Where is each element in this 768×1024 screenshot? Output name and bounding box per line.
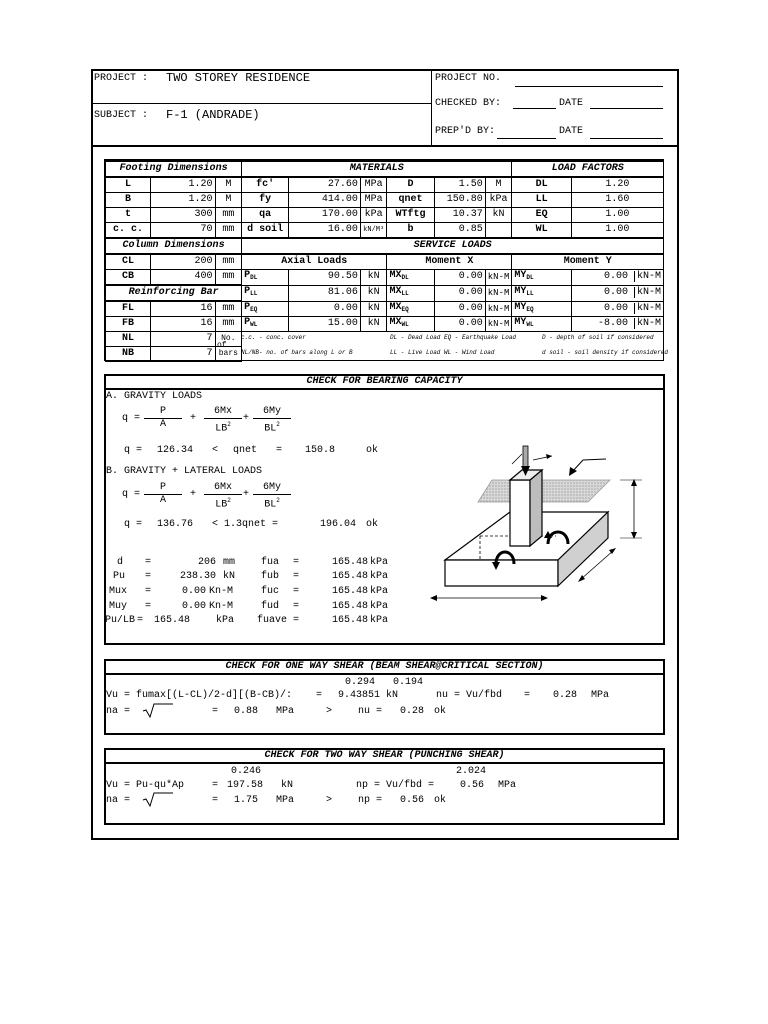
header-left-split bbox=[91, 103, 432, 104]
axial-value: 81.06 bbox=[289, 285, 361, 301]
checked-date-line bbox=[590, 108, 663, 109]
q-a-qnet-value: 150.8 bbox=[305, 445, 336, 456]
factor-value: 1.60 bbox=[571, 193, 663, 208]
q-a-ok: ok bbox=[366, 445, 379, 456]
result-unit: mm bbox=[223, 557, 236, 568]
momx-unit: kN-M bbox=[485, 301, 512, 317]
input-row bbox=[106, 177, 664, 193]
input-table bbox=[105, 160, 664, 362]
footing-front-face bbox=[445, 560, 558, 586]
two-way-np2: np = bbox=[358, 795, 383, 806]
two-way-np-formula: np = Vu/fbd = bbox=[356, 780, 435, 791]
my-symbol: 6My bbox=[253, 406, 291, 419]
a-symbol: A bbox=[159, 495, 166, 506]
axial-label: P bbox=[244, 286, 251, 297]
material-value: 16.00 bbox=[289, 223, 361, 239]
momx-value: 0.00 bbox=[434, 270, 485, 286]
result-eq-2: = bbox=[293, 571, 300, 582]
sq-symbol: 2 bbox=[227, 421, 231, 428]
prepd-date-line bbox=[590, 138, 663, 139]
p-symbol: P bbox=[144, 482, 182, 495]
service-title: SERVICE LOADS bbox=[242, 238, 664, 254]
one-way-nu-unit: MPa bbox=[591, 690, 610, 701]
result-eq: = bbox=[145, 557, 152, 568]
result-label: Pu/LB bbox=[105, 615, 136, 626]
note-depth: D - depth of soil if considered bbox=[542, 334, 654, 341]
input-row bbox=[106, 193, 664, 208]
one-way-nu-value: 0.28 bbox=[553, 690, 578, 701]
result-unit-2: kPa bbox=[370, 615, 389, 626]
factor-value: 1.00 bbox=[571, 208, 663, 223]
result-value: 238.30 bbox=[179, 571, 216, 582]
plus-sign: + bbox=[243, 489, 250, 500]
result-value: 206 bbox=[197, 557, 216, 568]
axial-unit: kN bbox=[360, 301, 387, 317]
footing-diagram bbox=[420, 440, 656, 620]
sq-symbol: 2 bbox=[276, 421, 280, 428]
material-label: fy bbox=[242, 193, 289, 208]
momx-label: MX bbox=[389, 270, 402, 282]
formula-q: q = bbox=[122, 413, 141, 424]
two-way-vu-unit: kN bbox=[281, 780, 294, 791]
result-value-2: 165.48 bbox=[331, 571, 368, 582]
material-label: d soil bbox=[242, 223, 289, 239]
result-value: 0.00 bbox=[181, 601, 206, 612]
one-way-vu-eq: = bbox=[316, 690, 323, 701]
q-b-lt: < 1.3qnet = bbox=[212, 519, 279, 530]
one-way-nu2-value: 0.28 bbox=[400, 706, 425, 717]
axial-unit: kN bbox=[360, 317, 387, 332]
one-way-na-label: na = bbox=[106, 706, 131, 717]
momy-sub: LL bbox=[526, 290, 534, 297]
momy-label: MY bbox=[514, 286, 527, 297]
axial-sub: EQ bbox=[250, 305, 258, 313]
momy-sub: DL bbox=[526, 274, 534, 282]
bearing-title: CHECK FOR BEARING CAPACITY bbox=[306, 376, 463, 387]
result-label: Pu bbox=[113, 571, 126, 582]
plus-sign: + bbox=[243, 413, 250, 424]
fraction-p-a bbox=[144, 406, 182, 431]
rebar-unit: bars bbox=[215, 347, 242, 362]
result-eq: = bbox=[145, 571, 152, 582]
one-way-nu2: nu = bbox=[358, 706, 383, 717]
momy-value: -8.00 bbox=[597, 318, 628, 329]
result-eq: = bbox=[145, 586, 152, 597]
my-symbol: 6My bbox=[253, 482, 291, 495]
footing-label: c. c. bbox=[106, 223, 151, 239]
dimension-arrow-head bbox=[541, 595, 548, 601]
momx-unit: kN-M bbox=[485, 285, 512, 301]
sqrt-icon bbox=[142, 702, 174, 718]
two-way-top-1: 0.246 bbox=[231, 766, 262, 777]
subject-value: F-1 (ANDRADE) bbox=[166, 108, 260, 122]
material-unit: kN/M³ bbox=[360, 223, 387, 239]
momx-value: 0.00 bbox=[434, 317, 485, 332]
momy-title: Moment Y bbox=[512, 254, 664, 270]
axial-label: P bbox=[244, 317, 251, 328]
axial-sub: LL bbox=[250, 290, 258, 297]
result-eq-2: = bbox=[293, 601, 300, 612]
lateral-loads-label: B. GRAVITY + LATERAL LOADS bbox=[106, 466, 263, 477]
column-unit: mm bbox=[215, 270, 242, 286]
column-label: CB bbox=[106, 270, 151, 286]
rebar-unit: mm bbox=[215, 301, 242, 317]
subject-label: SUBJECT : bbox=[94, 110, 149, 121]
one-way-vu-formula: Vu = fumax[(L-CL)/2-d][(B-CB)/: bbox=[106, 690, 293, 701]
result-unit: Kn-M bbox=[209, 601, 234, 612]
material-unit: kPa bbox=[360, 208, 387, 223]
material-label: qa bbox=[242, 208, 289, 223]
gravity-loads-label: A. GRAVITY LOADS bbox=[106, 391, 203, 402]
a-symbol: A bbox=[159, 419, 166, 430]
footing-value: 1.20 bbox=[151, 177, 215, 193]
momx-value: 0.00 bbox=[434, 285, 485, 301]
material-value: 170.00 bbox=[289, 208, 361, 223]
note-soil-density: d soil - soil density if considered bbox=[542, 349, 669, 356]
bl-symbol: BL bbox=[264, 423, 277, 435]
one-way-nu-eq: = bbox=[524, 690, 531, 701]
lb-symbol: LB bbox=[215, 499, 228, 511]
axial-label: P bbox=[244, 270, 251, 282]
q-b-label: q = bbox=[124, 519, 143, 530]
factor-label: DL bbox=[512, 177, 571, 193]
p-symbol: P bbox=[144, 406, 182, 419]
q-a-lt: < bbox=[212, 445, 219, 456]
momy-value: 0.00 bbox=[603, 271, 628, 283]
pointer-line bbox=[583, 459, 606, 460]
soil-plane-shape bbox=[478, 480, 610, 502]
two-way-gt: > bbox=[326, 795, 333, 806]
momx-sub: LL bbox=[401, 290, 409, 297]
footing-value: 70 bbox=[151, 223, 215, 239]
q-b-ok: ok bbox=[366, 519, 379, 530]
result-value-2: 165.48 bbox=[331, 615, 368, 626]
one-way-nu-formula: nu = Vu/fbd bbox=[436, 690, 503, 701]
result-eq-2: = bbox=[293, 557, 300, 568]
two-way-na-eq: = bbox=[212, 795, 219, 806]
result-value: 165.48 bbox=[154, 615, 191, 626]
footing-unit: M bbox=[215, 193, 242, 208]
material-unit-2: kN bbox=[485, 208, 512, 223]
two-way-na-unit: MPa bbox=[276, 795, 295, 806]
rebar-label: FB bbox=[106, 317, 151, 332]
project-label: PROJECT : bbox=[94, 73, 149, 84]
nl-unit-mid: of bbox=[217, 341, 227, 350]
factor-value: 1.00 bbox=[571, 223, 663, 239]
two-way-vu-value: 197.58 bbox=[227, 780, 264, 791]
one-way-top-2: 0.194 bbox=[393, 677, 424, 688]
factor-value: 1.20 bbox=[571, 177, 663, 193]
checked-by-label: CHECKED BY: bbox=[435, 98, 502, 109]
project-no-line bbox=[515, 86, 663, 87]
result-label-2: fua bbox=[261, 557, 280, 568]
two-way-vu-eq: = bbox=[212, 780, 219, 791]
lb-symbol: LB bbox=[215, 423, 228, 435]
axial-value: 15.00 bbox=[289, 317, 361, 332]
material-label: fc' bbox=[242, 177, 289, 193]
material-label-2: qnet bbox=[387, 193, 434, 208]
result-label: Muy bbox=[109, 601, 128, 612]
momx-sub: WL bbox=[401, 321, 409, 328]
material-unit: MPa bbox=[360, 193, 387, 208]
input-row bbox=[106, 208, 664, 223]
note-bars: NL/NB- no. of bars along L or B bbox=[241, 349, 353, 356]
footing-value: 1.20 bbox=[151, 193, 215, 208]
result-label: Mux bbox=[109, 586, 128, 597]
footing-title: Footing Dimensions bbox=[106, 161, 242, 177]
material-label-2: WTftg bbox=[387, 208, 434, 223]
mx-symbol: 6Mx bbox=[204, 482, 242, 495]
column-unit: mm bbox=[215, 254, 242, 270]
prepd-by-label: PREP'D BY: bbox=[435, 126, 496, 137]
q-a-label: q = bbox=[124, 445, 143, 456]
column-title: Column Dimensions bbox=[106, 238, 242, 254]
rebar-unit: mm bbox=[215, 317, 242, 332]
fraction-my-bl bbox=[253, 406, 291, 435]
q-a-qnet: qnet bbox=[233, 445, 258, 456]
result-eq-2: = bbox=[293, 615, 300, 626]
footing-label: L bbox=[106, 177, 151, 193]
axial-label: P bbox=[244, 301, 251, 313]
q-a-value: 126.34 bbox=[157, 445, 194, 456]
result-label-2: fuave bbox=[257, 615, 288, 626]
result-label: d bbox=[117, 557, 124, 568]
momx-unit: kN-M bbox=[485, 317, 512, 332]
result-eq-2: = bbox=[293, 586, 300, 597]
material-unit: MPa bbox=[360, 177, 387, 193]
two-way-top-2: 2.024 bbox=[456, 766, 487, 777]
material-value: 414.00 bbox=[289, 193, 361, 208]
material-value: 27.60 bbox=[289, 177, 361, 193]
input-row bbox=[106, 270, 664, 286]
header-mid-divider bbox=[431, 69, 432, 146]
column-label: CL bbox=[106, 254, 151, 270]
one-way-vu-value: 9.43851 kN bbox=[338, 690, 399, 701]
result-eq: = bbox=[145, 601, 152, 612]
dimension-arrow-head bbox=[430, 595, 437, 601]
rebar-label: NL bbox=[106, 332, 151, 347]
q-b-value: 136.76 bbox=[157, 519, 194, 530]
momx-title: Moment X bbox=[387, 254, 512, 270]
dimension-arrow-head bbox=[546, 454, 552, 459]
checked-by-line bbox=[513, 108, 556, 109]
one-way-na-value: 0.88 bbox=[234, 706, 259, 717]
momx-sub: DL bbox=[401, 274, 409, 282]
momy-unit: kN-M bbox=[634, 303, 661, 314]
axial-unit: kN bbox=[360, 285, 387, 301]
momx-unit: kN-M bbox=[485, 270, 512, 286]
momx-label: MX bbox=[389, 317, 402, 328]
result-eq: = bbox=[137, 615, 144, 626]
footing-label: t bbox=[106, 208, 151, 223]
load-factors-title: LOAD FACTORS bbox=[512, 161, 664, 177]
axial-load-arrow-shaft bbox=[523, 446, 528, 468]
factor-label: EQ bbox=[512, 208, 571, 223]
input-row bbox=[106, 317, 664, 332]
result-unit: kPa bbox=[216, 615, 235, 626]
momy-sub: EQ bbox=[526, 305, 534, 313]
result-unit-2: kPa bbox=[370, 571, 389, 582]
two-way-vu-formula: Vu = Pu-qu*Ap bbox=[106, 780, 185, 791]
axial-value: 90.50 bbox=[289, 270, 361, 286]
result-value-2: 165.48 bbox=[331, 601, 368, 612]
momy-sub: WL bbox=[526, 321, 534, 328]
sqrt-icon bbox=[142, 791, 174, 807]
one-way-title-line bbox=[104, 673, 665, 675]
mx-symbol: 6Mx bbox=[204, 406, 242, 419]
material-value-2: 0.85 bbox=[434, 223, 485, 239]
two-way-na-value: 1.75 bbox=[234, 795, 259, 806]
formula-q: q = bbox=[122, 489, 141, 500]
one-way-title: CHECK FOR ONE WAY SHEAR (BEAM SHEAR@CRITICAL SECTION) bbox=[225, 661, 544, 672]
sq-symbol: 2 bbox=[276, 497, 280, 504]
fraction-mx-lb bbox=[204, 406, 242, 435]
material-label-2: D bbox=[387, 177, 434, 193]
project-no-label: PROJECT NO. bbox=[435, 73, 502, 84]
material-value-2: 1.50 bbox=[434, 177, 485, 193]
rebar-value: 16 bbox=[151, 317, 215, 332]
momy-value: 0.00 bbox=[603, 302, 628, 314]
dimension-line bbox=[512, 454, 522, 464]
prepd-date-label: DATE bbox=[559, 126, 584, 137]
material-value-2: 10.37 bbox=[434, 208, 485, 223]
two-way-na-label: na = bbox=[106, 795, 131, 806]
momx-value: 0.00 bbox=[434, 301, 485, 317]
result-label-2: fub bbox=[261, 571, 280, 582]
rebar-unit: No. bbox=[215, 332, 242, 347]
result-value-2: 165.48 bbox=[331, 557, 368, 568]
column-value: 200 bbox=[151, 254, 215, 270]
axial-sub: DL bbox=[250, 274, 258, 282]
q-a-eq: = bbox=[276, 445, 283, 456]
material-unit-2: kPa bbox=[485, 193, 512, 208]
fraction-mx-lb bbox=[204, 482, 242, 511]
rebar-label: FL bbox=[106, 301, 151, 317]
two-way-np-unit: MPa bbox=[498, 780, 517, 791]
sq-symbol: 2 bbox=[227, 497, 231, 504]
material-unit-2 bbox=[485, 223, 512, 239]
note-ll-wl: LL - Live Load WL - Wind Load bbox=[390, 349, 495, 356]
momx-label: MX bbox=[389, 286, 402, 297]
column-value: 400 bbox=[151, 270, 215, 286]
two-way-title-line bbox=[104, 762, 665, 764]
one-way-na-unit: MPa bbox=[276, 706, 295, 717]
footing-unit: M bbox=[215, 177, 242, 193]
factor-label: WL bbox=[512, 223, 571, 239]
result-unit: kN bbox=[223, 571, 236, 582]
factor-label: LL bbox=[512, 193, 571, 208]
axial-title: Axial Loads bbox=[242, 254, 387, 270]
axial-unit: kN bbox=[360, 270, 387, 286]
result-unit-2: kPa bbox=[370, 586, 389, 597]
result-value-2: 165.48 bbox=[331, 586, 368, 597]
materials-title: MATERIALS bbox=[242, 161, 512, 177]
plus-sign: + bbox=[190, 489, 197, 500]
bearing-title-line bbox=[104, 388, 665, 390]
result-label-2: fud bbox=[261, 601, 280, 612]
one-way-ok: ok bbox=[434, 706, 447, 717]
axial-sub: WL bbox=[250, 321, 258, 328]
momy-unit: kN-M bbox=[634, 318, 661, 329]
momy-label: MY bbox=[514, 270, 527, 282]
result-unit-2: kPa bbox=[370, 601, 389, 612]
momy-unit: kN-M bbox=[634, 287, 661, 298]
axial-value: 0.00 bbox=[289, 301, 361, 317]
rebar-value: 16 bbox=[151, 301, 215, 317]
q-b-qnet-value: 196.04 bbox=[320, 519, 357, 530]
project-value: TWO STOREY RESIDENCE bbox=[166, 71, 311, 85]
note-dl-eq: DL - Dead Load EQ - Earthquake Load bbox=[390, 334, 517, 341]
result-value: 0.00 bbox=[181, 586, 206, 597]
fraction-p-a bbox=[144, 482, 182, 507]
two-way-ok: ok bbox=[434, 795, 447, 806]
two-way-np2-value: 0.56 bbox=[400, 795, 425, 806]
footing-label: B bbox=[106, 193, 151, 208]
note-cover: c.c. - conc. cover bbox=[241, 334, 306, 341]
rebar-value: 7 bbox=[151, 347, 215, 362]
rebar-label: NB bbox=[106, 347, 151, 362]
momy-value: 0.00 bbox=[603, 287, 628, 298]
result-unit: Kn-M bbox=[209, 586, 234, 597]
result-unit-2: kPa bbox=[370, 557, 389, 568]
footing-value: 300 bbox=[151, 208, 215, 223]
momx-label: MX bbox=[389, 301, 402, 313]
input-row bbox=[106, 301, 664, 317]
prepd-by-line bbox=[497, 138, 556, 139]
momy-label: MY bbox=[514, 301, 527, 313]
rebar-title: Reinforcing Bar bbox=[106, 285, 242, 301]
footing-unit: mm bbox=[215, 223, 242, 239]
one-way-top-1: 0.294 bbox=[345, 677, 376, 688]
one-way-gt: > bbox=[326, 706, 333, 717]
column-front-face bbox=[510, 480, 530, 546]
material-value-2: 150.80 bbox=[434, 193, 485, 208]
two-way-title: CHECK FOR TWO WAY SHEAR (PUNCHING SHEAR) bbox=[264, 750, 505, 761]
header-bottom-line bbox=[91, 145, 679, 147]
result-label-2: fuc bbox=[261, 586, 280, 597]
checked-date-label: DATE bbox=[559, 98, 584, 109]
fraction-my-bl bbox=[253, 482, 291, 511]
input-row bbox=[106, 254, 664, 270]
material-label-2: b bbox=[387, 223, 434, 239]
plus-sign: + bbox=[190, 413, 197, 424]
rebar-value: 7 bbox=[151, 332, 215, 347]
footing-unit: mm bbox=[215, 208, 242, 223]
column-side-face bbox=[530, 470, 542, 546]
input-row bbox=[106, 223, 664, 239]
momx-sub: EQ bbox=[401, 305, 409, 313]
one-way-na-eq: = bbox=[212, 706, 219, 717]
material-unit-2: M bbox=[485, 177, 512, 193]
momy-unit: kN-M bbox=[634, 271, 661, 282]
momy-label: MY bbox=[514, 317, 527, 328]
two-way-np-value: 0.56 bbox=[460, 780, 485, 791]
bl-symbol: BL bbox=[264, 499, 277, 511]
